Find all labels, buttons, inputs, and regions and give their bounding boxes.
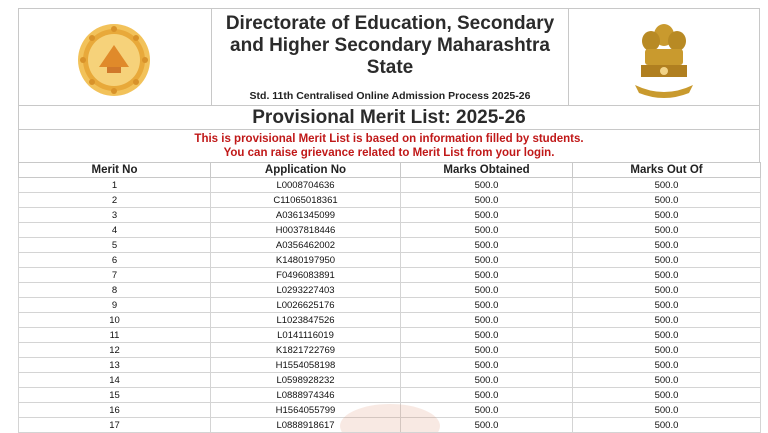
marks-out-of-cell: 500.0 bbox=[573, 418, 761, 433]
application-no-cell: L0026625176 bbox=[211, 298, 401, 313]
marks-out-of-cell: 500.0 bbox=[573, 238, 761, 253]
marks-out-of-cell: 500.0 bbox=[573, 208, 761, 223]
application-no-cell: F0496083891 bbox=[211, 268, 401, 283]
organization-title: Directorate of Education, Secondary and Higher Secondary Maharashtra State bbox=[225, 13, 555, 78]
header-title-cell bbox=[211, 9, 569, 105]
table-row bbox=[19, 193, 761, 208]
application-no-cell: H1564055799 bbox=[211, 403, 401, 418]
col-marks-obtained: Marks Obtained bbox=[401, 163, 573, 178]
merit-no-cell: 7 bbox=[19, 268, 211, 283]
marks-out-of-cell: 500.0 bbox=[573, 268, 761, 283]
table-row bbox=[19, 223, 761, 238]
merit-no-cell: 4 bbox=[19, 223, 211, 238]
marks-out-of-cell: 500.0 bbox=[573, 388, 761, 403]
marks-obtained-cell: 500.0 bbox=[401, 283, 573, 298]
application-no-cell: L0141116019 bbox=[211, 328, 401, 343]
merit-no-cell: 6 bbox=[19, 253, 211, 268]
provisional-notice bbox=[18, 130, 760, 162]
marks-obtained-cell: 500.0 bbox=[401, 238, 573, 253]
application-no-cell: H1554058198 bbox=[211, 358, 401, 373]
merit-no-cell: 16 bbox=[19, 403, 211, 418]
marks-obtained-cell: 500.0 bbox=[401, 328, 573, 343]
marks-out-of-cell: 500.0 bbox=[573, 253, 761, 268]
marks-obtained-cell: 500.0 bbox=[401, 178, 573, 193]
application-no-cell: H0037818446 bbox=[211, 223, 401, 238]
ashoka-emblem-icon bbox=[631, 19, 697, 101]
table-row bbox=[19, 283, 761, 298]
marks-out-of-cell: 500.0 bbox=[573, 283, 761, 298]
marks-obtained-cell: 500.0 bbox=[401, 373, 573, 388]
marks-out-of-cell: 500.0 bbox=[573, 403, 761, 418]
notice-line-2: You can raise grievance related to Merit List from your login. bbox=[223, 146, 555, 159]
emblem-watermark-icon bbox=[320, 396, 460, 432]
merit-table bbox=[18, 162, 761, 433]
table-row bbox=[19, 268, 761, 283]
merit-list-title: Provisional Merit List: 2025-26 bbox=[18, 106, 760, 130]
marks-obtained-cell: 500.0 bbox=[401, 313, 573, 328]
application-no-cell: L0008704636 bbox=[211, 178, 401, 193]
header-right-cell bbox=[568, 9, 759, 105]
marks-out-of-cell: 500.0 bbox=[573, 358, 761, 373]
marks-out-of-cell: 500.0 bbox=[573, 373, 761, 388]
table-header-row bbox=[19, 163, 761, 178]
merit-no-cell: 15 bbox=[19, 388, 211, 403]
merit-no-cell: 2 bbox=[19, 193, 211, 208]
merit-no-cell: 8 bbox=[19, 283, 211, 298]
application-no-cell: L1023847526 bbox=[211, 313, 401, 328]
merit-no-cell: 5 bbox=[19, 238, 211, 253]
marks-obtained-cell: 500.0 bbox=[401, 268, 573, 283]
marks-out-of-cell: 500.0 bbox=[573, 223, 761, 238]
col-merit-no: Merit No bbox=[19, 163, 211, 178]
table-row bbox=[19, 358, 761, 373]
merit-no-cell: 13 bbox=[19, 358, 211, 373]
notice-line-1: This is provisional Merit List is based on information filled by students. bbox=[194, 133, 584, 145]
table-row bbox=[19, 313, 761, 328]
table-row bbox=[19, 328, 761, 343]
marks-obtained-cell: 500.0 bbox=[401, 343, 573, 358]
table-row bbox=[19, 178, 761, 193]
application-no-cell: A0361345099 bbox=[211, 208, 401, 223]
maharashtra-seal-icon bbox=[77, 23, 151, 97]
merit-no-cell: 14 bbox=[19, 373, 211, 388]
table-row bbox=[19, 343, 761, 358]
header bbox=[18, 8, 760, 106]
application-no-cell: L0888918617 bbox=[211, 418, 401, 433]
application-no-cell: L0888974346 bbox=[211, 388, 401, 403]
marks-out-of-cell: 500.0 bbox=[573, 328, 761, 343]
merit-no-cell: 3 bbox=[19, 208, 211, 223]
marks-out-of-cell: 500.0 bbox=[573, 178, 761, 193]
marks-out-of-cell: 500.0 bbox=[573, 193, 761, 208]
marks-obtained-cell: 500.0 bbox=[401, 388, 573, 403]
merit-no-cell: 10 bbox=[19, 313, 211, 328]
table-row bbox=[19, 298, 761, 313]
merit-no-cell: 17 bbox=[19, 418, 211, 433]
application-no-cell: L0598928232 bbox=[211, 373, 401, 388]
col-marks-out-of: Marks Out Of bbox=[573, 163, 761, 178]
table-row bbox=[19, 208, 761, 223]
marks-obtained-cell: 500.0 bbox=[401, 418, 573, 433]
application-no-cell: K1480197950 bbox=[211, 253, 401, 268]
marks-obtained-cell: 500.0 bbox=[401, 208, 573, 223]
merit-no-cell: 12 bbox=[19, 343, 211, 358]
merit-no-cell: 11 bbox=[19, 328, 211, 343]
table-row bbox=[19, 238, 761, 253]
marks-obtained-cell: 500.0 bbox=[401, 193, 573, 208]
application-no-cell: A0356462002 bbox=[211, 238, 401, 253]
merit-no-cell: 1 bbox=[19, 178, 211, 193]
marks-out-of-cell: 500.0 bbox=[573, 343, 761, 358]
col-application-no: Application No bbox=[211, 163, 401, 178]
merit-no-cell: 9 bbox=[19, 298, 211, 313]
admission-subtitle: Std. 11th Centralised Online Admission Process 2025-26 bbox=[249, 90, 531, 102]
marks-out-of-cell: 500.0 bbox=[573, 313, 761, 328]
application-no-cell: L0293227403 bbox=[211, 283, 401, 298]
marks-obtained-cell: 500.0 bbox=[401, 253, 573, 268]
marks-obtained-cell: 500.0 bbox=[401, 223, 573, 238]
table-row bbox=[19, 253, 761, 268]
marks-out-of-cell: 500.0 bbox=[573, 298, 761, 313]
application-no-cell: K1821722769 bbox=[211, 343, 401, 358]
table-row bbox=[19, 373, 761, 388]
header-left-cell bbox=[19, 9, 212, 105]
marks-obtained-cell: 500.0 bbox=[401, 403, 573, 418]
marks-obtained-cell: 500.0 bbox=[401, 298, 573, 313]
application-no-cell: C11065018361 bbox=[211, 193, 401, 208]
marks-obtained-cell: 500.0 bbox=[401, 358, 573, 373]
